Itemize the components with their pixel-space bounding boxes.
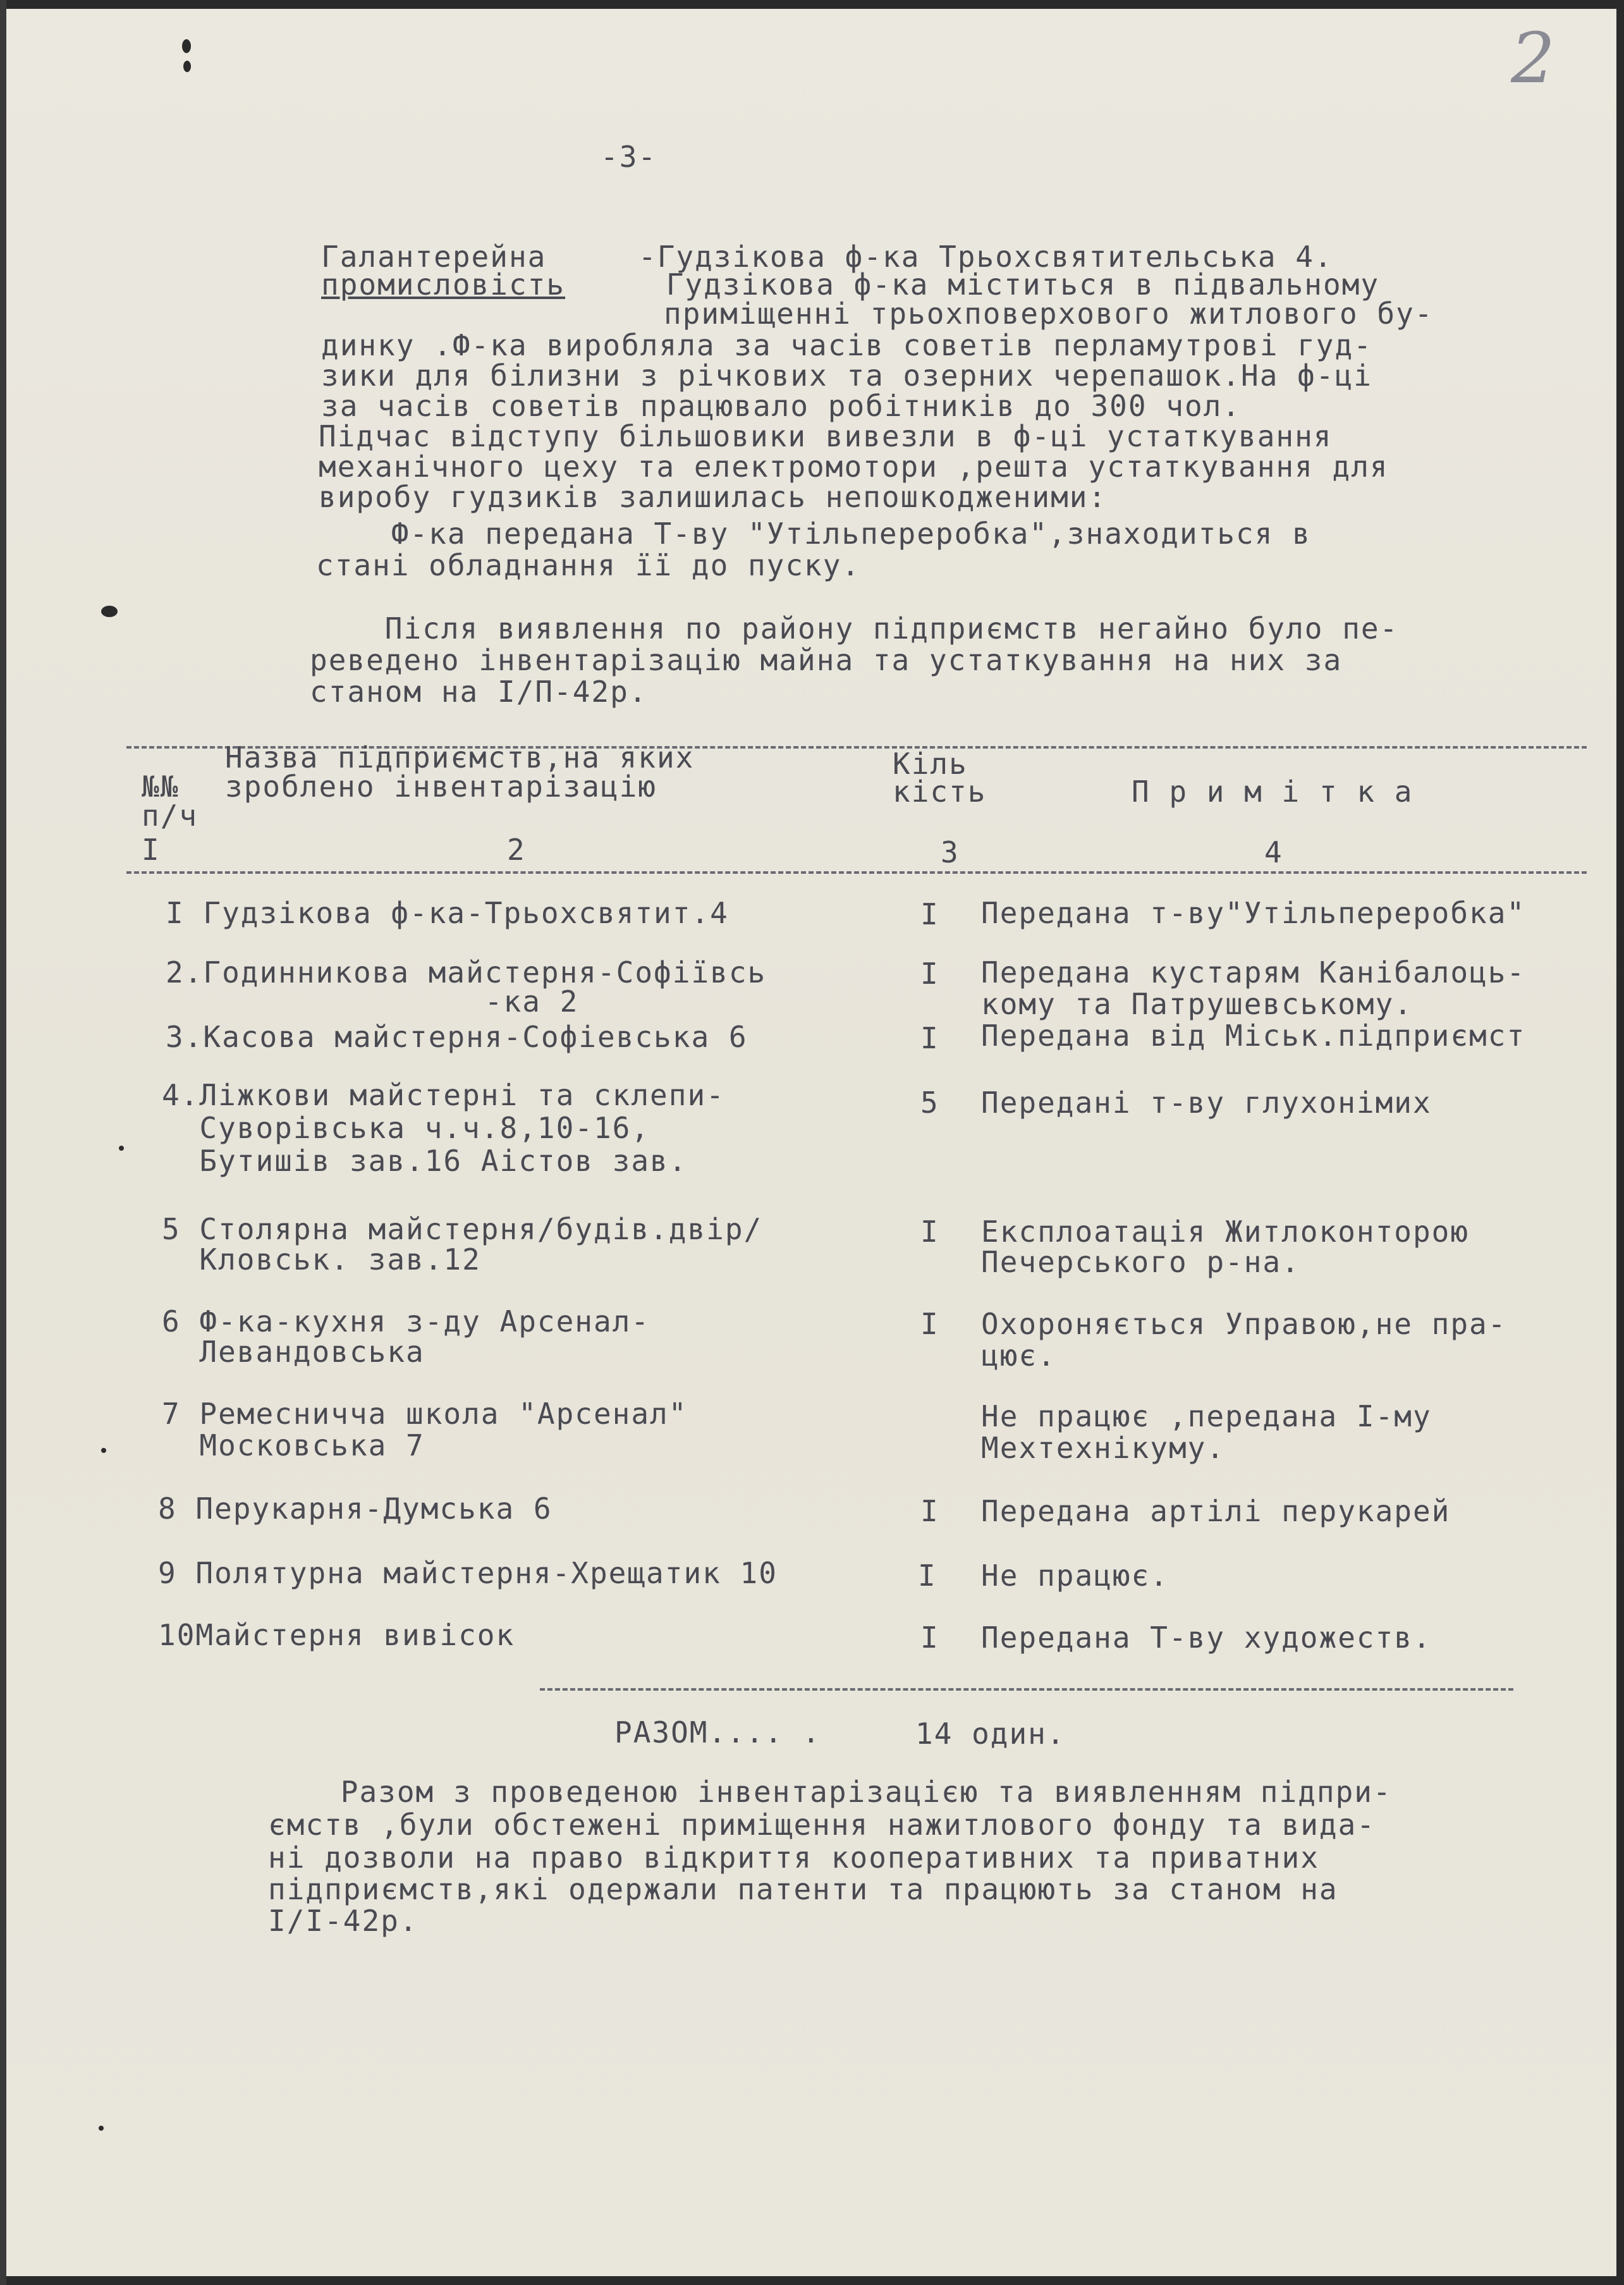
total-value: 14 один. [915, 1717, 1066, 1751]
section-para-line: виробу гудзиків залишилась непошкодженими: [319, 480, 1108, 514]
section-para-line: динку .Ф-ка виробляла за часів советів перламутрові гуд- [321, 328, 1372, 362]
row-name: 5 Столярна майстерня/будів.двір/ [162, 1212, 763, 1246]
row-qty: I [920, 897, 939, 931]
scan-mark [99, 2126, 104, 2131]
scan-mark [101, 606, 118, 617]
header-num-line2: п/ч [142, 799, 198, 833]
header-qty-line2: кість [893, 775, 987, 809]
row-note: Не працює. [981, 1559, 1169, 1593]
row-name: 10Майстерня вивісок [158, 1618, 515, 1652]
row-qty: I [920, 1620, 939, 1655]
header-name-line1: Назва підприємств,на яких [225, 740, 695, 775]
row-note: Охороняється Управою,не пра- [981, 1307, 1507, 1341]
section-para-line: -Гудзікова ф-ка Трьохсвятительська 4. [638, 240, 1333, 274]
row-name: 6 Ф-ка-кухня з-ду Арсенал- [162, 1304, 650, 1339]
row-note: кому та Патрушевському. [981, 987, 1413, 1021]
row-name: Левандовська [162, 1335, 425, 1369]
row-qty: I [920, 1494, 939, 1528]
closing-line: підприємств,які одержали патенти та працюють за станом на [268, 1872, 1338, 1906]
row-name: 4.Ліжкови майстерні та склепи- [162, 1078, 725, 1112]
row-qty: I [918, 1559, 937, 1593]
section-label-line2: промисловість [321, 267, 566, 302]
handwritten-page-number: 2 [1511, 18, 1555, 99]
row-qty: I [920, 1307, 939, 1341]
row-note: цює. [981, 1339, 1056, 1373]
column-number: I [142, 833, 161, 867]
header-qty-line1: Кіль [893, 747, 968, 781]
column-number: 2 [507, 833, 526, 867]
row-note: Передані т-ву глухонімих [981, 1086, 1432, 1120]
scan-border-top [0, 0, 1624, 9]
header-note: П р и м і т к а [1132, 775, 1413, 809]
row-qty: 5 [920, 1086, 939, 1120]
table-total-rule [540, 1688, 1513, 1691]
section-para-line: Підчас відступу більшовики вивезли в ф-ці устаткування [319, 419, 1333, 453]
section-para-line: зики для білизни з річкових та озерних черепашок.На ф-ці [321, 358, 1372, 393]
row-name: 3.Касова майстерня-Софіевська 6 [166, 1020, 748, 1054]
row-name: 2.Годинникова майстерня-Софіївсь [166, 955, 767, 989]
scan-mark [101, 1448, 106, 1453]
section-para-line: стані обладнання її до пуску. [316, 548, 861, 582]
row-name: 9 Полятурна майстерня-Хрещатик 10 [158, 1556, 778, 1590]
intro-line: станом на І/П-42р. [310, 675, 648, 709]
row-note: Передана артілі перукарей [981, 1494, 1451, 1528]
table-header-bottom-rule [126, 871, 1587, 874]
row-name: Кловськ. зав.12 [162, 1242, 481, 1277]
intro-line: Після виявлення по району підприємств негайно було пе- [310, 611, 1399, 646]
intro-line: реведено інвентарізацію майна та устаткування на них за [310, 643, 1343, 677]
scan-mark [119, 1146, 124, 1151]
row-note: Не працює ,передана І-му [981, 1399, 1432, 1433]
row-note: Передана від Міськ.підприємст [981, 1019, 1526, 1053]
section-para-line: приміщенні трьохповерхового житлового бу- [664, 297, 1434, 331]
column-number: 4 [1264, 835, 1283, 869]
section-para-line: Гудзікова ф-ка міститься в підвальному [647, 267, 1380, 302]
row-note: Печерського р-на. [981, 1245, 1300, 1279]
row-note: Передана Т-ву художеств. [981, 1620, 1432, 1655]
scan-border-bottom [0, 2276, 1624, 2285]
section-para-line: Ф-ка передана Т-ву "Утільпереробка",знаходиться в [316, 517, 1311, 551]
row-name: Московська 7 [162, 1428, 425, 1462]
closing-line: Разом з проведеною інвентарізацією та виявленням підпри- [266, 1775, 1392, 1809]
section-para-line: за часів советів працювало робітників до 300 чол. [321, 389, 1242, 423]
row-note: Експлоатація Житлоконторою [981, 1215, 1470, 1249]
row-note: Передана т-ву"Утільпереробка" [981, 896, 1526, 930]
row-name: 7 Ремесничча школа "Арсенал" [162, 1397, 688, 1431]
row-note: Передана кустарям Канібалоць- [981, 955, 1526, 989]
scan-border-right [1616, 0, 1624, 2285]
scan-mark [183, 61, 191, 72]
header-name-line2: зроблено інвентарізацію [225, 769, 657, 804]
header-num-line1: №№ [142, 769, 180, 804]
row-qty: I [920, 957, 939, 991]
row-qty: I [920, 1215, 939, 1249]
row-qty: I [920, 1021, 939, 1055]
total-label: РАЗОМ.... . [614, 1715, 821, 1749]
row-name: Бутишів зав.16 Аістов зав. [162, 1144, 688, 1178]
row-name: 8 Перукарня-Думська 6 [158, 1492, 553, 1526]
scan-border-left [0, 0, 6, 2285]
closing-line: ні дозволи на право відкриття кооперативних та приватних [268, 1841, 1319, 1875]
section-para-line: механічного цеху та електромотори ,решта устаткування для [319, 450, 1389, 484]
row-note: Мехтехнікуму. [981, 1431, 1226, 1465]
closing-line: ємств ,були обстежені приміщення нажитлового фонду та вида- [268, 1808, 1376, 1842]
row-name: -ка 2 [166, 984, 579, 1019]
row-name: Суворівська ч.ч.8,10-16, [162, 1111, 650, 1145]
column-number: 3 [941, 835, 960, 869]
section-label-line1: Галантерейна [321, 240, 547, 274]
row-name: I Гудзікова ф-ка-Трьохсвятит.4 [166, 896, 729, 930]
page-number: -3- [601, 140, 657, 174]
scan-mark [182, 39, 191, 53]
closing-line: І/І-42р. [268, 1904, 418, 1938]
